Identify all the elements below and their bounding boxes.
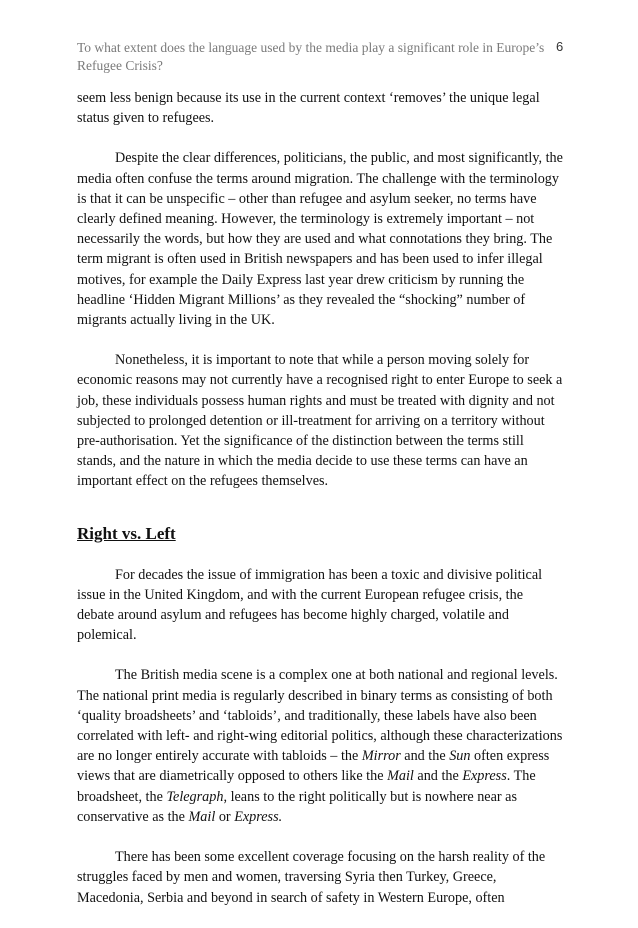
publication-name: Mail — [188, 808, 216, 825]
publication-name: Express. — [234, 808, 283, 825]
publication-name: Mirror — [361, 748, 401, 765]
publication-name: Sun — [449, 748, 471, 765]
text-run: . The broadsheet, the — [77, 768, 536, 805]
section-heading: Right vs. Left — [77, 523, 176, 543]
text-run: and the — [413, 768, 463, 785]
text-run: and the — [400, 748, 450, 765]
paragraph-2: Despite the clear differences, politicians, the public, and most significantly, the media often confuse the terms around migration. The challenge with the terminology is that it can be unspecific – other than refugee and asylum seeker, no terms have clearly defined meaning. However, the terminology is extremely important – not necessarily the words, but how they are used and what connotations they bring. The term migrant is often used in British newspapers and has been used to infer illegal motives, for example the Daily Express last year drew criticism by running the headline ‘Hidden Migrant Millions’ as they revealed the “shocking” number of migrants actually living in the UK. — [77, 150, 563, 329]
paragraph-1: seem less benign because its use in the current context ‘removes’ the unique legal status given to refugees. — [77, 90, 540, 127]
paragraph-6: There has been some excellent coverage focusing on the harsh reality of the struggles faced by men and women, traversing Syria then Turkey, Greece, Macedonia, Serbia and beyond in search of safety in Western Europe, often — [77, 849, 546, 906]
paragraph-5 — [77, 665, 563, 827]
text-run: The British media scene is a complex one at both national and regional levels. The national print media is regularly described in binary terms as consisting of both ‘quality broadsheets’ and ‘tabloids’, and traditionally, these labels have also been correlated with left- and right-wing editorial politics, although these characterizations are no longer entirely accurate with tabloids – the — [77, 667, 563, 765]
text-run: often express views that are diametrically opposed to others like the — [77, 748, 550, 785]
publication-name: Mail — [387, 768, 414, 785]
paragraph-4: For decades the issue of immigration has been a toxic and divisive political issue in the United Kingdom, and with the current European refugee crisis, the debate around asylum and refugees has become highly charged, volatile and polemical. — [77, 566, 543, 644]
running-header: To what extent does the language used by the media play a significant role in Europe’s Refugee Crisis? — [77, 40, 545, 73]
text-run: or — [215, 808, 235, 825]
publication-name: Telegraph — [166, 788, 224, 805]
publication-name: Express — [462, 768, 507, 785]
paragraph-3: Nonetheless, it is important to note that while a person moving solely for economic reasons may not currently have a recognised right to enter Europe to seek a job, these individuals possess human rights and must be treated with dignity and not subjected to prolonged detention or ill-treatment for arriving on a territory without pre-authorisation. Yet the significance of the distinction between the terms still stands, and the nature in which the media decide to use these terms can have an important effect on the refugees themselves. — [77, 352, 563, 490]
body-text — [77, 88, 563, 928]
text-run: , leans to the right politically but is nowhere near as conservative as the — [77, 788, 517, 825]
page-number: 6 — [556, 39, 564, 54]
